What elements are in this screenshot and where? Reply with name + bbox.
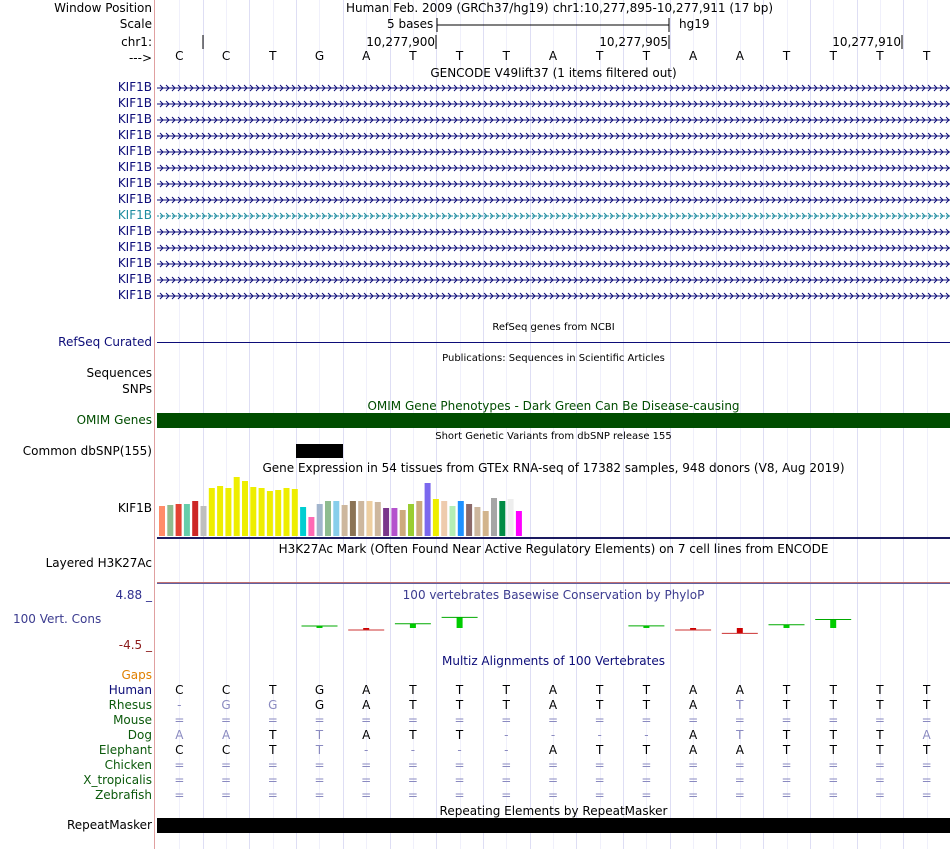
alignment-base: = <box>921 788 932 802</box>
alignment-base: - <box>597 728 602 742</box>
h3k27ac-line <box>157 583 950 584</box>
alignment-base: = <box>267 713 278 727</box>
sequence-base: T <box>782 49 791 63</box>
gtex-tissue-bar[interactable] <box>308 517 314 536</box>
gtex-tissue-bar[interactable] <box>176 504 182 536</box>
gtex-tissue-bar[interactable] <box>499 501 505 536</box>
sequence-base: A <box>548 49 558 63</box>
alignment-base: = <box>734 773 745 787</box>
alignment-base: A <box>689 683 698 697</box>
scale-bar <box>436 17 672 33</box>
alignment-base: = <box>547 788 559 802</box>
alignment-base: T <box>829 743 837 757</box>
gtex-bar-chart[interactable] <box>156 476 536 537</box>
multiz-title: Multiz Alignments of 100 Vertebrates <box>441 654 666 668</box>
gencode-transcript-feature[interactable] <box>157 240 950 254</box>
gencode-transcript-label[interactable]: KIF1B <box>117 256 152 270</box>
repeatmasker-title: Repeating Elements by RepeatMasker <box>439 804 668 818</box>
alignment-base: T <box>502 698 510 712</box>
alignment-base: C <box>221 743 231 757</box>
sequence-base: T <box>455 49 464 63</box>
sequence-base: A <box>735 49 744 63</box>
alignment-base: A <box>362 683 371 697</box>
gtex-tissue-bar[interactable] <box>317 504 323 536</box>
alignment-base: C <box>175 743 184 757</box>
left-border <box>154 0 155 849</box>
gencode-transcript-feature[interactable] <box>157 96 950 110</box>
species-label[interactable]: Rhesus <box>108 698 152 712</box>
alignment-base: T <box>876 743 884 757</box>
alignment-base: = <box>267 788 278 802</box>
alignment-base: T <box>829 683 837 697</box>
species-label[interactable]: Mouse <box>113 713 152 727</box>
gtex-tissue-bar[interactable] <box>441 501 447 536</box>
gtex-tissue-bar[interactable] <box>325 501 331 536</box>
dbsnp-label[interactable]: Common dbSNP(155) <box>22 444 152 458</box>
ruler-coord: 10,277,905 <box>599 35 668 49</box>
snps-label[interactable]: SNPs <box>122 382 152 396</box>
alignment-base: T <box>876 683 884 697</box>
sequence-base: T <box>642 49 651 63</box>
gtex-tissue-bar[interactable] <box>192 501 198 536</box>
alignment-base: A <box>922 728 931 742</box>
gtex-tissue-bar[interactable] <box>167 505 173 536</box>
gtex-tissue-bar[interactable] <box>300 507 306 536</box>
gencode-transcript-label[interactable]: KIF1B <box>117 80 152 94</box>
alignment-base: T <box>782 743 791 757</box>
gtex-tissue-bar[interactable] <box>284 488 290 536</box>
sequences-label[interactable]: Sequences <box>86 366 152 380</box>
gtex-tissue-bar[interactable] <box>391 508 397 536</box>
alignment-base: A <box>175 728 184 742</box>
refseq-feature[interactable] <box>157 342 950 343</box>
alignment-base: = <box>594 788 605 802</box>
strand-label: ---> <box>128 51 152 65</box>
omim-label[interactable]: OMIM Genes <box>76 413 152 427</box>
gencode-transcript-feature[interactable] <box>157 80 950 94</box>
sequence-base: A <box>689 49 698 63</box>
gtex-tissue-bar[interactable] <box>267 491 273 536</box>
alignment-base: T <box>455 728 464 742</box>
alignment-base: = <box>874 773 885 787</box>
alignment-base: T <box>596 743 604 757</box>
alignment-base: T <box>642 683 651 697</box>
gtex-tissue-bar[interactable] <box>458 501 464 536</box>
gencode-title: GENCODE V49lift37 (1 items filtered out) <box>430 66 677 80</box>
alignment-base: A <box>735 683 744 697</box>
alignment-base: T <box>642 743 651 757</box>
alignment-base: = <box>781 758 792 772</box>
alignment-base: = <box>361 773 372 787</box>
phylop-score-bar[interactable] <box>410 624 416 628</box>
ruler-ticks <box>156 33 950 49</box>
alignment-base: = <box>174 713 185 727</box>
species-label[interactable]: X_tropicalis <box>83 773 152 787</box>
alignment-base: = <box>221 773 232 787</box>
alignment-base: A <box>548 698 558 712</box>
repeatmasker-label[interactable]: RepeatMasker <box>66 818 152 832</box>
species-label[interactable]: Human <box>108 683 152 697</box>
gtex-tissue-bar[interactable] <box>333 501 339 536</box>
alignment-base: = <box>781 788 792 802</box>
gaps-label[interactable]: Gaps <box>121 668 152 682</box>
alignment-base: A <box>689 698 698 712</box>
alignment-base: = <box>361 788 372 802</box>
alignment-base: = <box>501 773 512 787</box>
gtex-tissue-bar[interactable] <box>425 483 431 536</box>
alignment-base: A <box>548 683 558 697</box>
alignment-base: = <box>174 773 185 787</box>
alignment-base: = <box>594 758 605 772</box>
gtex-tissue-bar[interactable] <box>342 505 348 536</box>
sequence-base: C <box>221 49 231 63</box>
gencode-transcript-label[interactable]: KIF1B <box>117 128 152 142</box>
alignment-base: = <box>688 788 699 802</box>
alignment-base: = <box>361 713 372 727</box>
gtex-tissue-bar[interactable] <box>234 477 240 536</box>
publications-title: Publications: Sequences in Scientific Articles <box>442 353 665 364</box>
refseq-title: RefSeq genes from NCBI <box>492 322 615 333</box>
alignment-base: - <box>364 743 369 757</box>
gencode-transcript-feature[interactable] <box>157 224 950 238</box>
h3k27ac-title: H3K27Ac Mark (Often Found Near Active Regulatory Elements) on 7 cell lines from ENCODE <box>278 542 829 556</box>
gtex-tissue-bar[interactable] <box>400 510 406 536</box>
gtex-tissue-bar[interactable] <box>184 504 190 536</box>
gencode-transcript-feature[interactable] <box>157 208 950 222</box>
alignment-base: = <box>921 713 932 727</box>
alignment-base: = <box>781 713 792 727</box>
alignment-base: = <box>828 713 839 727</box>
alignment-base: = <box>828 773 839 787</box>
alignment-base: = <box>828 788 839 802</box>
alignment-base: = <box>221 788 232 802</box>
alignment-base: T <box>782 728 791 742</box>
sequence-base: T <box>596 49 604 63</box>
species-label[interactable]: Dog <box>127 728 152 742</box>
gtex-tissue-bar[interactable] <box>508 499 514 536</box>
alignment-base: T <box>782 683 791 697</box>
gtex-tissue-bar[interactable] <box>433 499 439 536</box>
sequence-base: C <box>175 49 184 63</box>
alignment-base: = <box>734 758 745 772</box>
alignment-base: G <box>314 683 325 697</box>
gtex-tissue-bar[interactable] <box>383 508 389 536</box>
alignment-base: T <box>596 698 604 712</box>
alignment-base: A <box>735 743 744 757</box>
gtex-tissue-bar[interactable] <box>408 504 414 536</box>
phylop-title: 100 vertebrates Basewise Conservation by PhyloP <box>402 588 705 602</box>
alignment-base: = <box>407 758 418 772</box>
alignment-base: - <box>550 728 556 742</box>
gencode-transcript-feature[interactable] <box>157 128 950 142</box>
alignment-base: T <box>782 698 791 712</box>
gencode-transcript-label[interactable]: KIF1B <box>117 272 152 286</box>
window-position-label: Window Position <box>54 1 152 15</box>
alignment-base: = <box>174 758 185 772</box>
alignment-base: = <box>734 788 745 802</box>
alignment-base: = <box>874 788 885 802</box>
alignment-base: - <box>410 743 416 757</box>
alignment-base: = <box>221 713 232 727</box>
phylop-score-bar[interactable] <box>830 620 836 629</box>
sequence-base: T <box>922 49 931 63</box>
alignment-base: = <box>641 758 652 772</box>
phylop-ymin: -4.5 _ <box>118 638 152 652</box>
alignment-base: T <box>829 728 837 742</box>
alignment-base: C <box>175 683 184 697</box>
alignment-base: = <box>267 773 278 787</box>
gencode-transcript-label[interactable]: KIF1B <box>117 288 152 302</box>
alignment-base: T <box>876 698 884 712</box>
gtex-tissue-bar[interactable] <box>358 501 364 536</box>
alignment-base: = <box>314 788 325 802</box>
alignment-base: T <box>455 698 464 712</box>
alignment-base: T <box>269 743 277 757</box>
alignment-base: = <box>547 713 559 727</box>
gencode-transcript-feature[interactable] <box>157 272 950 286</box>
gtex-baseline <box>157 537 950 539</box>
phylop-ymax: 4.88 _ <box>115 588 152 602</box>
alignment-base: = <box>454 773 465 787</box>
gencode-transcript-feature[interactable] <box>157 160 950 174</box>
sequence-base: A <box>362 49 371 63</box>
gencode-transcript-label[interactable]: KIF1B <box>117 176 152 190</box>
gtex-label[interactable]: KIF1B <box>117 501 152 515</box>
species-label[interactable]: Elephant <box>98 743 152 757</box>
alignment-base: = <box>501 788 512 802</box>
gtex-tissue-bar[interactable] <box>350 501 356 536</box>
gencode-transcript-feature[interactable] <box>157 144 950 158</box>
alignment-base: = <box>221 758 232 772</box>
gencode-transcript-label[interactable]: KIF1B <box>117 224 152 238</box>
alignment-base: T <box>876 728 884 742</box>
dbsnp-variant[interactable] <box>296 444 343 458</box>
alignment-base: = <box>594 713 605 727</box>
omim-feature[interactable] <box>157 413 950 428</box>
alignment-base: T <box>269 683 277 697</box>
repeatmasker-feature[interactable] <box>157 818 950 833</box>
phylop-score-bar[interactable] <box>737 628 743 633</box>
omim-title: OMIM Gene Phenotypes - Dark Green Can Be Disease-causing <box>367 399 740 413</box>
gtex-tissue-bar[interactable] <box>225 488 231 536</box>
alignment-base: T <box>642 698 651 712</box>
alignment-base: = <box>267 758 278 772</box>
alignment-base: A <box>689 728 698 742</box>
alignment-base: = <box>641 773 652 787</box>
gtex-tissue-bar[interactable] <box>474 507 480 536</box>
db-label: hg19 <box>679 17 710 31</box>
alignment-base: T <box>502 683 510 697</box>
sequence-base: T <box>829 49 837 63</box>
alignment-base: - <box>177 698 182 712</box>
alignment-base: = <box>501 713 512 727</box>
gtex-tissue-bar[interactable] <box>250 487 256 536</box>
alignment-base: = <box>407 788 418 802</box>
alignment-base: C <box>221 683 231 697</box>
alignment-base: - <box>504 743 509 757</box>
gtex-tissue-bar[interactable] <box>491 498 497 536</box>
gtex-tissue-bar[interactable] <box>516 511 522 536</box>
alignment-base: = <box>361 758 372 772</box>
species-label[interactable]: Zebrafish <box>95 788 152 802</box>
chrom-label: chr1: <box>121 35 152 49</box>
scale-label: Scale <box>119 17 152 31</box>
gencode-transcript-label[interactable]: KIF1B <box>117 208 152 222</box>
sequence-base: T <box>409 49 417 63</box>
alignment-base: = <box>921 773 932 787</box>
alignment-base: T <box>596 683 604 697</box>
sequence-base: T <box>876 49 884 63</box>
gtex-tissue-bar[interactable] <box>159 506 165 536</box>
ruler-coord: 10,277,900 <box>366 35 435 49</box>
gtex-tissue-bar[interactable] <box>259 488 265 536</box>
alignment-base: T <box>736 698 744 712</box>
alignment-base: G <box>268 698 278 712</box>
gtex-tissue-bar[interactable] <box>466 504 472 536</box>
dbsnp-title: Short Genetic Variants from dbSNP release 155 <box>435 431 672 442</box>
gencode-transcript-label[interactable]: KIF1B <box>117 144 152 158</box>
gtex-tissue-bar[interactable] <box>242 481 248 536</box>
gtex-tissue-bar[interactable] <box>275 490 281 536</box>
gencode-transcript-feature[interactable] <box>157 256 950 270</box>
gtex-tissue-bar[interactable] <box>416 501 422 536</box>
alignment-base: T <box>922 698 931 712</box>
alignment-base: = <box>594 773 605 787</box>
alignment-base: = <box>688 758 699 772</box>
h3k27ac-label[interactable]: Layered H3K27Ac <box>45 556 152 570</box>
alignment-base: = <box>688 713 699 727</box>
refseq-label[interactable]: RefSeq Curated <box>58 335 152 349</box>
alignment-base: = <box>454 713 465 727</box>
alignment-base: G <box>221 698 231 712</box>
alignment-base: = <box>407 773 418 787</box>
scale-text: 5 bases <box>387 17 434 31</box>
alignment-base: = <box>547 758 559 772</box>
alignment-base: = <box>874 758 885 772</box>
gencode-transcript-feature[interactable] <box>157 112 950 126</box>
alignment-base: = <box>454 758 465 772</box>
alignment-base: T <box>455 683 464 697</box>
assembly-title: Human Feb. 2009 (GRCh37/hg19) <box>346 1 549 15</box>
sequence-base: T <box>269 49 277 63</box>
gtex-tissue-bar[interactable] <box>217 486 223 536</box>
alignment-base: T <box>315 743 324 757</box>
alignment-base: = <box>781 773 792 787</box>
alignment-base: = <box>828 758 839 772</box>
ruler-coord: 10,277,910 <box>832 35 901 49</box>
alignment-base: T <box>922 683 931 697</box>
gencode-transcript-label[interactable]: KIF1B <box>117 192 152 206</box>
alignment-base: A <box>689 743 698 757</box>
gtex-tissue-bar[interactable] <box>209 488 215 536</box>
gencode-transcript-label[interactable]: KIF1B <box>117 96 152 110</box>
gencode-transcript-label[interactable]: KIF1B <box>117 240 152 254</box>
alignment-base: T <box>922 743 931 757</box>
alignment-base: = <box>407 713 418 727</box>
alignment-base: = <box>688 773 699 787</box>
alignment-base: = <box>921 758 932 772</box>
alignment-base: T <box>315 728 324 742</box>
alignment-base: = <box>314 773 325 787</box>
alignment-base: - <box>644 728 649 742</box>
gtex-tissue-bar[interactable] <box>292 489 298 536</box>
gencode-transcript-feature[interactable] <box>157 176 950 190</box>
gencode-transcript-feature[interactable] <box>157 192 950 206</box>
alignment-base: G <box>314 698 325 712</box>
gencode-transcript-label[interactable]: KIF1B <box>117 160 152 174</box>
gtex-tissue-bar[interactable] <box>483 511 489 536</box>
species-label[interactable]: Chicken <box>104 758 152 772</box>
alignment-base: = <box>454 788 465 802</box>
alignment-base: T <box>409 698 417 712</box>
alignment-base: T <box>409 728 417 742</box>
alignment-base: = <box>874 713 885 727</box>
phylop-score-bar[interactable] <box>457 617 463 628</box>
gtex-tissue-bar[interactable] <box>450 506 456 536</box>
phylop-plot[interactable] <box>156 600 950 656</box>
alignment-base: - <box>457 743 462 757</box>
alignment-base: A <box>362 698 371 712</box>
sequence-base: T <box>502 49 510 63</box>
gtex-tissue-bar[interactable] <box>201 506 207 536</box>
alignment-base: T <box>409 683 417 697</box>
gencode-transcript-feature[interactable] <box>157 288 950 302</box>
alignment-base: = <box>641 713 652 727</box>
gtex-tissue-bar[interactable] <box>367 501 373 536</box>
alignment-base: = <box>641 788 652 802</box>
alignment-base: = <box>174 788 185 802</box>
alignment-base: = <box>501 758 512 772</box>
alignment-base: A <box>362 728 371 742</box>
alignment-base: A <box>221 728 231 742</box>
alignment-base: = <box>734 713 745 727</box>
alignment-base: T <box>829 698 837 712</box>
phylop-label[interactable]: 100 Vert. Cons <box>13 612 102 626</box>
alignment-base: = <box>547 773 559 787</box>
alignment-base: = <box>314 758 325 772</box>
alignment-base: T <box>736 728 744 742</box>
sequence-base: G <box>314 49 325 63</box>
alignment-base: T <box>269 728 277 742</box>
gtex-tissue-bar[interactable] <box>375 502 381 536</box>
position-text[interactable]: chr1:10,277,895-10,277,911 (17 bp) <box>553 1 774 15</box>
alignment-base: A <box>548 743 558 757</box>
alignment-base: - <box>504 728 509 742</box>
gencode-transcript-label[interactable]: KIF1B <box>117 112 152 126</box>
gtex-title: Gene Expression in 54 tissues from GTEx RNA-seq of 17382 samples, 948 donors (V8, Aug 2019) <box>262 461 845 475</box>
alignment-base: = <box>314 713 325 727</box>
